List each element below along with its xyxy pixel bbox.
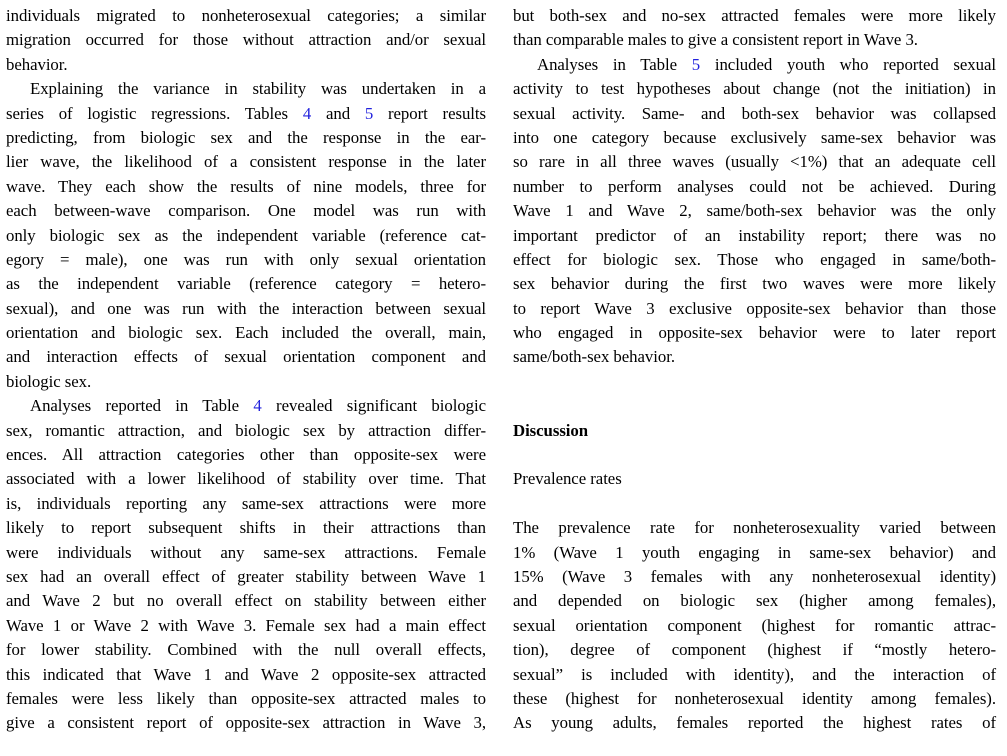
- text-line: [6, 614, 486, 638]
- text-line: [513, 711, 996, 735]
- text-line: [513, 297, 996, 321]
- text-segment: females were less likely than opposite-sex attracted males to: [6, 688, 486, 708]
- text-segment: tion), degree of component (highest if “mostly hetero-: [513, 640, 996, 660]
- text-line: [6, 443, 486, 467]
- text-segment: and Wave 2 but no overall effect on stability between either: [6, 591, 486, 611]
- text-line: [513, 248, 996, 272]
- text-segment: sexual), and one was run with the interaction between sexual: [6, 298, 486, 318]
- blank-line: [513, 394, 996, 418]
- text-segment: As young adults, females reported the highest rates of: [513, 713, 996, 733]
- text-line: [6, 492, 486, 516]
- text-line: [513, 516, 996, 540]
- text-segment: Wave 1 and Wave 2, same/both-sex behavior was the only: [513, 201, 996, 221]
- text-segment: wave. They each show the results of nine models, three for: [6, 176, 486, 196]
- text-segment: ences. All attraction categories other than opposite-sex were: [6, 445, 486, 465]
- text-segment: included youth who reported sexual: [700, 54, 996, 74]
- text-line: [513, 53, 996, 77]
- text-segment: series of logistic regressions. Tables: [6, 103, 303, 123]
- text-segment: Prevalence rates: [513, 469, 622, 489]
- text-segment: likely to report subsequent shifts in their attractions than: [6, 518, 486, 538]
- text-line: [513, 663, 996, 687]
- text-line: [513, 638, 996, 662]
- text-line: [513, 199, 996, 223]
- text-segment: predicting, from biologic sex and the response in the ear-: [6, 127, 486, 147]
- table-ref-link[interactable]: 5: [364, 103, 374, 123]
- text-segment: into one category because exclusively same-sex behavior was: [513, 127, 996, 147]
- text-segment: effect for biologic sex. Those who engaged in same/both-: [513, 249, 996, 269]
- text-segment: sexual orientation component (highest for romantic attrac-: [513, 615, 996, 635]
- blank-line: [513, 370, 996, 394]
- text-line: [6, 541, 486, 565]
- prevalence-rates-subheading: [513, 467, 996, 491]
- blank-line: [513, 443, 996, 467]
- text-segment: sex, romantic attraction, and biologic sex by attraction differ-: [6, 420, 486, 440]
- text-line: [513, 126, 996, 150]
- text-segment: lier wave, the likelihood of a consistent response in the later: [6, 152, 486, 172]
- text-line: [513, 28, 996, 52]
- text-line: [513, 687, 996, 711]
- text-line: [6, 248, 486, 272]
- text-line: [6, 321, 486, 345]
- text-segment: important predictor of an instability report; there was no: [513, 225, 996, 245]
- text-line: [6, 394, 486, 418]
- text-line: [6, 224, 486, 248]
- text-line: [6, 711, 486, 735]
- text-line: [513, 565, 996, 589]
- text-segment: give a consistent report of opposite-sex attraction in Wave 3,: [6, 713, 486, 733]
- text-segment: and: [311, 103, 365, 123]
- text-line: [6, 419, 486, 443]
- text-line: [513, 321, 996, 345]
- discussion-heading: [513, 419, 996, 443]
- text-segment: so rare in all three waves (usually <1%) that an adequate cell: [513, 152, 996, 172]
- text-segment: to report Wave 3 exclusive opposite-sex behavior than those: [513, 298, 996, 318]
- text-segment: number to perform analyses could not be achieved. During: [513, 176, 996, 196]
- text-line: [6, 345, 486, 369]
- text-segment: sexual” is included with identity), and the interaction of: [513, 664, 996, 684]
- text-line: [513, 224, 996, 248]
- table-ref-link[interactable]: 5: [691, 54, 701, 74]
- table-ref-link[interactable]: 4: [302, 103, 312, 123]
- text-line: [6, 102, 486, 126]
- text-segment: as the independent variable (reference category = hetero-: [6, 274, 486, 294]
- text-line: [6, 565, 486, 589]
- text-segment: Explaining the variance in stability was undertaken in a: [30, 79, 486, 99]
- text-segment: report results: [373, 103, 486, 123]
- text-segment: 15% (Wave 3 females with any nonheterosexual identity): [513, 566, 996, 586]
- text-line: [6, 28, 486, 52]
- text-segment: associated with a lower likelihood of stability over time. That: [6, 469, 486, 489]
- text-line: [6, 467, 486, 491]
- text-line: [6, 638, 486, 662]
- text-segment: and depended on biologic sex (higher among females),: [513, 591, 996, 611]
- text-segment: orientation and biologic sex. Each included the overall, main,: [6, 323, 486, 343]
- text-segment: than comparable males to give a consistent report in Wave 3.: [513, 30, 918, 50]
- text-segment: these (highest for nonheterosexual identity among females).: [513, 688, 996, 708]
- text-segment: sexual activity. Same- and both-sex behavior was collapsed: [513, 103, 996, 123]
- text-line: [6, 77, 486, 101]
- text-line: [6, 126, 486, 150]
- text-line: [6, 272, 486, 296]
- right-text-column: [513, 4, 996, 736]
- text-line: [6, 53, 486, 77]
- text-line: [513, 541, 996, 565]
- text-segment: each between-wave comparison. One model was run with: [6, 201, 486, 221]
- text-segment: sex behavior during the first two waves were more likely: [513, 274, 996, 294]
- text-segment: 1% (Wave 1 youth engaging in same-sex behavior) and: [513, 542, 996, 562]
- text-segment: were individuals without any same-sex attractions. Female: [6, 542, 486, 562]
- table-ref-link[interactable]: 4: [253, 396, 262, 416]
- text-line: [513, 4, 996, 28]
- text-segment: is, individuals reporting any same-sex attractions were more: [6, 493, 486, 513]
- text-line: [6, 370, 486, 394]
- left-text-column: [6, 4, 486, 736]
- text-segment: this indicated that Wave 1 and Wave 2 opposite-sex attracted: [6, 664, 486, 684]
- text-line: [6, 199, 486, 223]
- text-segment: Discussion: [513, 420, 589, 440]
- text-segment: Analyses in Table: [537, 54, 692, 74]
- text-segment: same/both-sex behavior.: [513, 347, 675, 367]
- text-segment: but both-sex and no-sex attracted females were more likely: [513, 6, 996, 25]
- text-segment: for lower stability. Combined with the null overall effects,: [6, 640, 486, 660]
- text-line: [513, 175, 996, 199]
- text-segment: only biologic sex as the independent variable (reference cat-: [6, 225, 486, 245]
- text-segment: who engaged in opposite-sex behavior were to later report: [513, 323, 996, 343]
- text-line: [513, 102, 996, 126]
- text-segment: sex had an overall effect of greater stability between Wave 1: [6, 566, 486, 586]
- text-line: [6, 150, 486, 174]
- text-segment: and interaction effects of sexual orientation component and: [6, 347, 486, 367]
- text-line: [6, 663, 486, 687]
- text-line: [513, 589, 996, 613]
- text-segment: revealed significant biologic: [261, 396, 487, 416]
- text-segment: activity to test hypotheses about change (not the initiation) in: [513, 79, 996, 99]
- text-segment: The prevalence rate for nonheterosexuality varied between: [513, 518, 996, 538]
- text-line: [6, 589, 486, 613]
- text-line: [513, 77, 996, 101]
- text-segment: behavior.: [6, 54, 68, 74]
- text-segment: egory = male), one was run with only sexual orientation: [6, 249, 486, 269]
- text-line: [6, 175, 486, 199]
- text-line: [513, 614, 996, 638]
- text-line: [6, 516, 486, 540]
- text-line: [6, 687, 486, 711]
- text-line: [513, 272, 996, 296]
- text-line: [513, 150, 996, 174]
- text-segment: Wave 1 or Wave 2 with Wave 3. Female sex had a main effect: [6, 615, 486, 635]
- text-segment: Analyses reported in Table: [30, 396, 254, 416]
- text-line: [513, 345, 996, 369]
- blank-line: [513, 492, 996, 516]
- text-line: [6, 297, 486, 321]
- text-line: [6, 4, 486, 28]
- text-segment: migration occurred for those without attraction and/or sexual: [6, 30, 486, 50]
- text-segment: individuals migrated to nonheterosexual categories; a similar: [6, 6, 486, 25]
- text-segment: biologic sex.: [6, 371, 92, 391]
